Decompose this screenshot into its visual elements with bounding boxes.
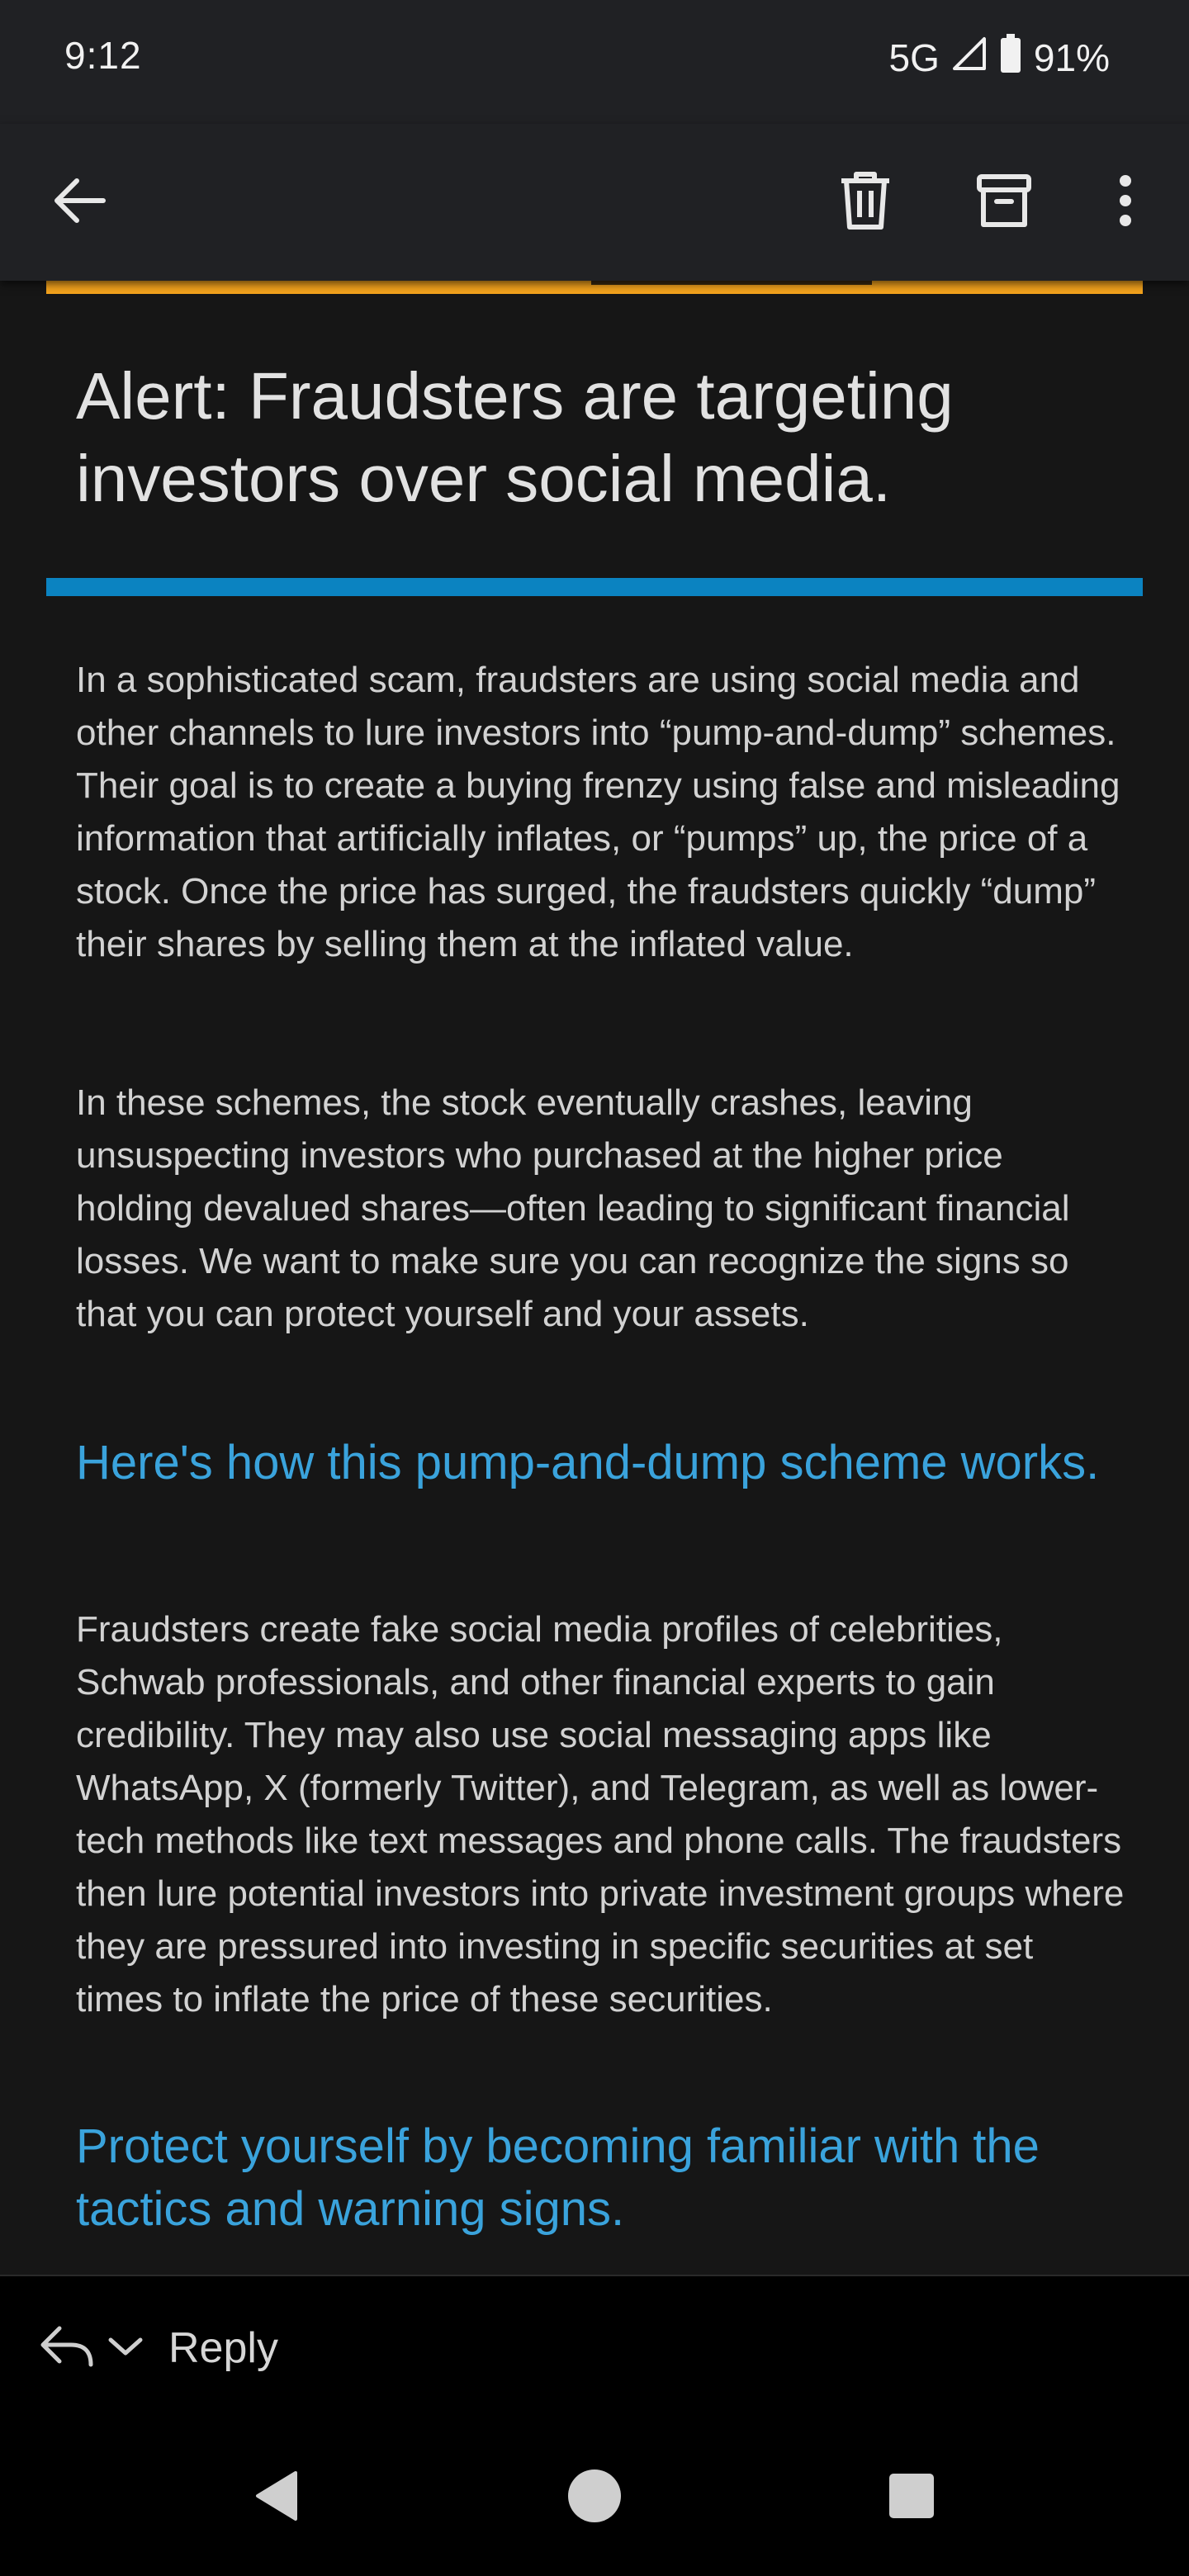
archive-icon bbox=[975, 172, 1033, 234]
more-vert-icon bbox=[1117, 174, 1134, 231]
network-label: 5G bbox=[888, 36, 940, 79]
email-headline: Alert: Fraudsters are targeting investors over social media. bbox=[76, 359, 954, 515]
nav-recents-button[interactable] bbox=[862, 2448, 961, 2547]
chevron-down-icon[interactable] bbox=[107, 2335, 144, 2362]
status-time: 9:12 bbox=[64, 34, 142, 77]
arrow-left-icon bbox=[50, 171, 110, 234]
status-bar bbox=[0, 0, 1189, 124]
triangle-back-icon bbox=[253, 2469, 302, 2526]
paragraph-3: Fraudsters create fake social media profiles of celebrities, Schwab professionals, and other financial experts to gain credibility. They may also use social messaging apps like WhatsApp, X (formerly Twitter), and Telegram, as well as lower-tech methods like text messages and phone calls. The fraudsters then lure potential investors into private investment groups where they are pressured into investing in specific securities at set times to inflate the price of these securities. bbox=[76, 1609, 1125, 2020]
back-button[interactable] bbox=[35, 157, 126, 248]
reply-bar bbox=[0, 2275, 1189, 2417]
subhead-protect-yourself: Protect yourself by becoming familiar with the tactics and warning signs. bbox=[76, 2119, 1040, 2236]
nav-back-button[interactable] bbox=[228, 2448, 327, 2547]
subhead-how-it-works: Here's how this pump-and-dump scheme works. bbox=[76, 1436, 1100, 1489]
reply-button[interactable] bbox=[38, 2319, 278, 2377]
signal-icon bbox=[951, 36, 988, 81]
reply-icon bbox=[38, 2323, 96, 2374]
battery-percent: 91% bbox=[1033, 36, 1110, 79]
paragraph-2: In these schemes, the stock eventually crashes, leaving unsuspecting investors who purchased at the higher price holding devalued shares—often leading to significant financial losses. We want to make sure you can recognize the signs so that you can protect yourself and your assets. bbox=[76, 1082, 1070, 1334]
reply-label: Reply bbox=[168, 2324, 278, 2372]
email-body bbox=[0, 281, 1189, 2275]
paragraph-1: In a sophisticated scam, fraudsters are using social media and other channels to lure investors into “pump-and-dump” schemes. Their goal is to create a buying frenzy using false and misleading information that artificially inflates, or “pumps” up, the price of a stock. Once the price has surged, the fraudsters quickly “dump” their shares by selling them at the inflated value. bbox=[76, 660, 1120, 964]
header-banner-strip bbox=[46, 281, 1143, 294]
circle-home-icon bbox=[566, 2467, 623, 2529]
battery-icon bbox=[999, 34, 1022, 83]
status-indicators bbox=[889, 33, 1110, 83]
divider bbox=[46, 578, 1143, 596]
archive-button[interactable] bbox=[959, 157, 1049, 248]
more-options-button[interactable] bbox=[1080, 157, 1171, 248]
nav-home-button[interactable] bbox=[545, 2448, 644, 2547]
square-recents-icon bbox=[888, 2472, 936, 2524]
trash-icon bbox=[836, 169, 894, 236]
system-nav-bar bbox=[0, 2415, 1189, 2576]
app-bar bbox=[0, 124, 1189, 281]
delete-button[interactable] bbox=[820, 157, 911, 248]
